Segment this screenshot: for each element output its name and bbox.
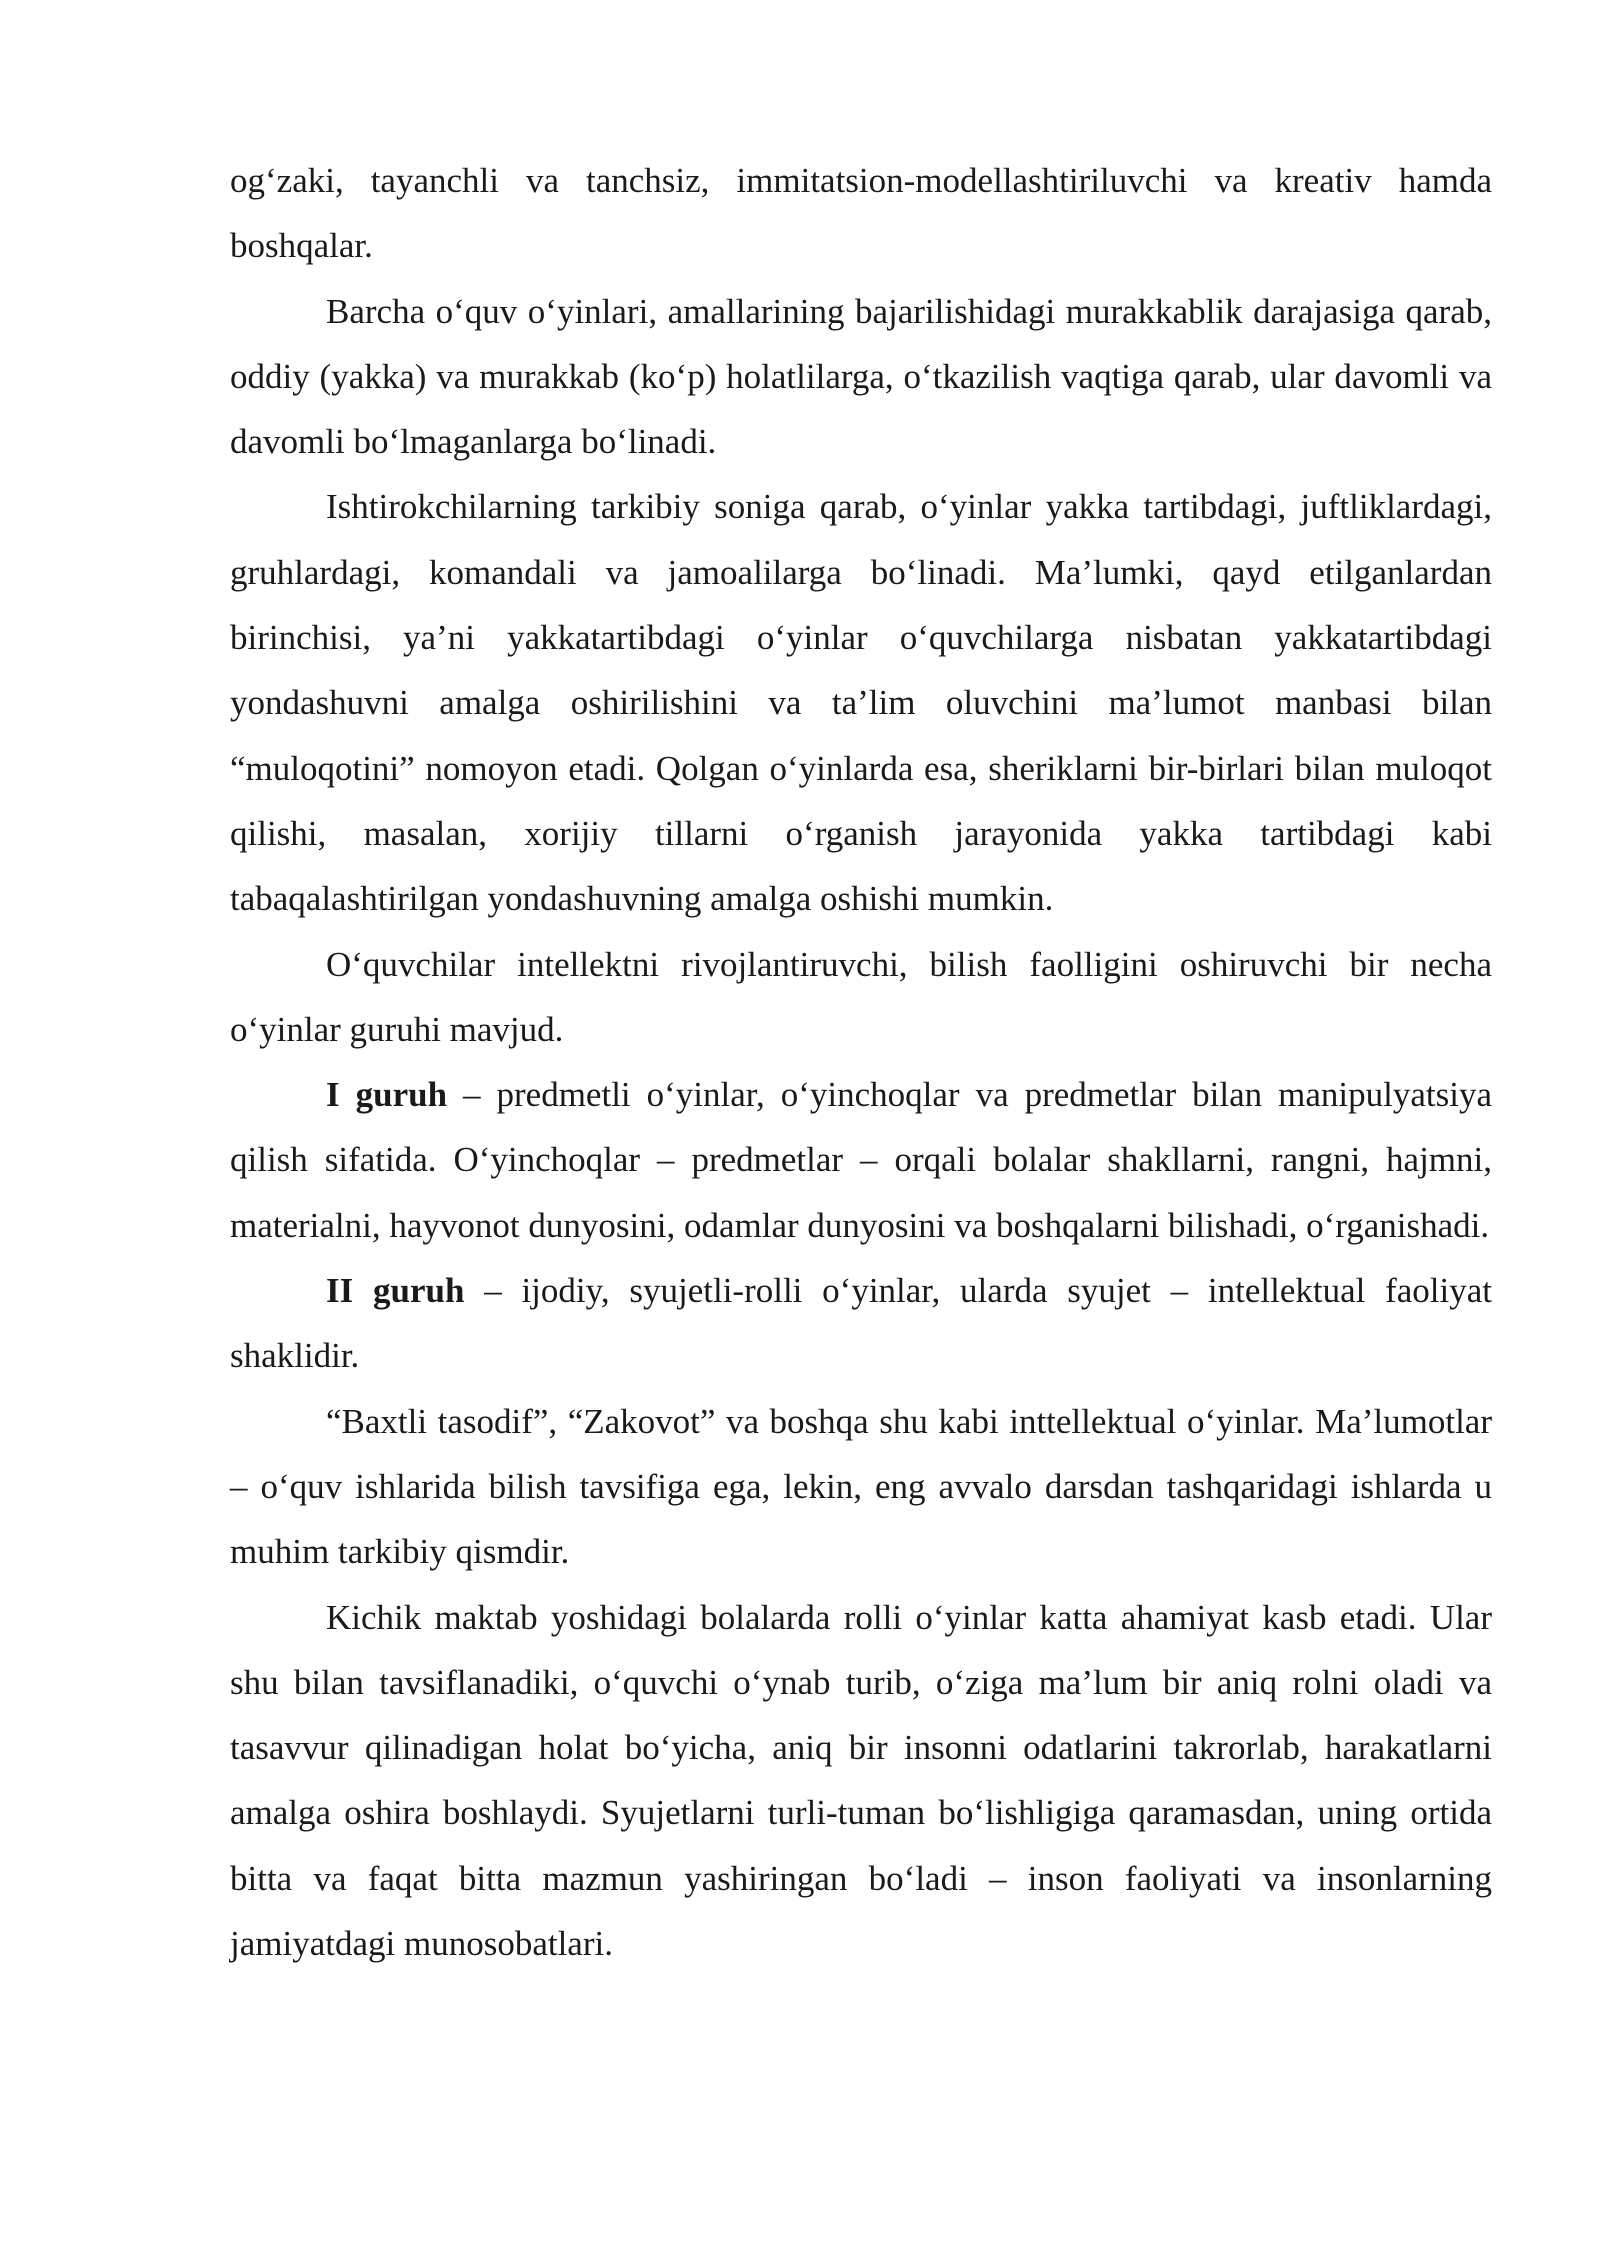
paragraph-text: – ijodiy, syujetli-rolli o‘yinlar, ularda syujet – intellektual faoliyat shaklidir. [230,1271,1492,1376]
paragraph [230,1585,1492,1977]
paragraph-text: “Baxtli tasodif”, “Zakovot” va boshqa shu kabi inttellektual o‘yinlar. Ma’lumotlar – o‘quv ishlarida bilish tavsifiga ega, lekin, eng avvalo darsdan tashqaridagi ishlarda u muhim tarkibiy qismdir. [230,1401,1492,1572]
paragraph [230,279,1492,475]
paragraph-text: Ishtirokchilarning tarkibiy soniga qarab, o‘yinlar yakka tartibdagi, juftliklardagi, gruhlardagi, komandali va jamoalilarga bo‘linadi. Ma’lumki, qayd etilganlardan birinchisi, ya’ni yakkatartibdagi o‘yinlar o‘quvchilarga nisbatan yakkatartibdagi yondashuvni amalga oshirilishini va ta’lim oluvchini ma’lumot manbasi bilan “muloqotini” nomoyon etadi. Qolgan o‘yinlarda esa, sheriklarni bir-birlari bilan muloqot qilishi, masalan, xorijiy tillarni o‘rganish jarayonida yakka tartibdagi kabi tabaqalashtirilgan yondashuvning amalga oshishi mumkin. [230,487,1492,919]
paragraph-group-2 [230,1258,1492,1389]
paragraph [230,1389,1492,1585]
group-heading: I guruh [326,1075,448,1115]
paragraph-text: Barcha o‘quv o‘yinlari, amallarining bajarilishidagi murakkablik darajasiga qarab, oddiy (yakka) va murakkab (ko‘p) holatlilarga, o‘tkazilish vaqtiga qarab, ular davomli va davomli bo‘lmaganlarga bo‘linadi. [230,291,1492,462]
paragraph [230,932,1492,1063]
document-body [230,148,1492,1976]
paragraph [230,474,1492,931]
paragraph-group-1 [230,1062,1492,1258]
paragraph-text: Kichik maktab yoshidagi bolalarda rolli o‘yinlar katta ahamiyat kasb etadi. Ular shu bilan tavsiflanadiki, o‘quvchi o‘ynab turib, o‘ziga ma’lum bir aniq rolni oladi va tasavvur qilinadigan holat bo‘yicha, aniq bir insonni odatlarini takrorlab, harakatlarni amalga oshira boshlaydi. Syujetlarni turli-tuman bo‘lishligiga qaramasdan, uning ortida bitta va faqat bitta mazmun yashiringan bo‘ladi – inson faoliyati va insonlarning jamiyatdagi munosobatlari. [230,1597,1492,1964]
paragraph-text: – predmetli o‘yinlar, o‘yinchoqlar va predmetlar bilan manipulyatsiya qilish sifatida. O‘yinchoqlar – predmetlar – orqali bolalar shakllarni, rangni, hajmni, materialni, hayvonot dunyosini, odamlar dunyosini va boshqalarni bilishadi, o‘rganishadi. [230,1075,1492,1245]
group-heading: II guruh [326,1271,465,1311]
paragraph-text: O‘quvchilar intellektni rivojlantiruvchi, bilish faolligini oshiruvchi bir necha o‘yinlar guruhi mavjud. [230,944,1492,1049]
paragraph-text: og‘zaki, tayanchli va tanchsiz, immitatsion-modellashtiriluvchi va kreativ hamda boshqalar. [230,161,1492,266]
paragraph [230,148,1492,279]
